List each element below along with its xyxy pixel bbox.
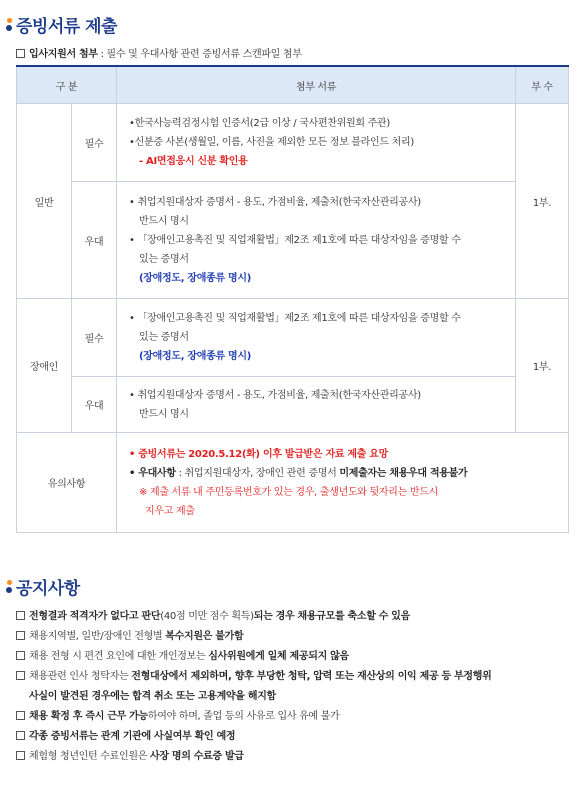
section-title-text: 공지사항 [16,579,80,599]
table-row [17,377,569,433]
notice-bold: 복수지원은 불가함 [165,631,244,642]
notes-content [117,433,569,533]
documents-table [16,65,569,533]
notice-list [16,607,581,767]
note-line: • 증빙서류는 2020.5.12(화) 이후 발급받은 자료 제출 요망 [129,448,388,460]
notice-text: (40점 미만 점수 획득) [160,611,254,622]
header-documents: 첨부 서류 [117,66,516,104]
sub-required: 필수 [72,299,117,377]
note-line [129,464,558,483]
checkbox-square-icon [16,671,25,680]
note-emphasis: 미제출자는 채용우대 적용불가 [339,467,468,479]
doc-note: (장애정도, 장애종류 명시) [139,272,252,284]
list-item [16,667,581,707]
doc-line: • 「장애인고용촉진 및 직업재활법」제2조 제1호에 따른 대상자임을 증명할 수 [129,313,461,324]
list-item [16,707,581,727]
note-line: 지우고 제출 [145,505,195,517]
note-label: • 우대사항 [129,467,176,479]
doc-line: • 취업지원대상자 증명서 - 용도, 가점비율, 제출처(한국자산관리공사) [129,196,421,208]
general-preferred-docs [117,182,516,299]
checkbox-square-icon [16,49,25,58]
title-bullet-icon [6,17,12,32]
table-row [17,299,569,377]
notice-text: 체험형 청년인턴 수료인원은 [29,751,150,762]
table-row [17,433,569,533]
table-row [17,104,569,182]
doc-line: 있는 증명서 [139,332,189,343]
intro-text: : 필수 및 우대사항 관련 증빙서류 스캔파일 첨부 [97,49,302,60]
disabled-preferred-docs [117,377,516,433]
count-general: 1부. [516,104,569,299]
header-count: 부 수 [516,66,569,104]
list-item [16,607,581,627]
notice-text: 채용관련 인사 청탁자는 [29,671,132,682]
table-row [17,182,569,299]
note-text: : 취업지원대상자, 장애인 관련 증명서 [175,467,340,479]
notice-bold: 사장 명의 수료증 발급 [149,751,244,762]
sub-preferred: 우대 [72,377,117,433]
notice-continuation: 사실이 발견된 경우에는 합격 취소 또는 고용계약을 해지함 [29,691,276,702]
doc-line: 반드시 명시 [139,408,189,420]
doc-line: • 취업지원대상자 증명서 - 용도, 가점비율, 제출처(한국자산관리공사) [129,389,421,401]
notice-bold: 되는 경우 채용규모를 축소할 수 있음 [253,611,411,622]
count-disabled: 1부. [516,299,569,433]
notice-bold: 전형대상에서 제외하며, 향후 부당한 청탁, 압력 또는 재산상의 이익 제공 등 부정행위 [131,671,492,682]
table-header-row [17,66,569,104]
notice-bold: 채용 확정 후 즉시 근무 가능 [29,711,148,722]
general-required-docs [117,104,516,182]
doc-note: (장애정도, 장애종류 명시) [139,351,252,362]
notice-bold: 전형결과 적격자가 없다고 판단 [29,611,161,622]
title-bullet-icon [6,579,12,594]
doc-line: •한국사능력검정시험 인증서(2급 이상 / 국사편찬위원회 주관) [129,118,390,129]
doc-line: •신분증 사본(생월일, 이름, 사진을 제외한 모든 정보 블라인드 처리) [129,137,414,148]
section-title-text: 증빙서류 제출 [16,17,117,37]
notice-text: 채용지역별, 일반/장애인 전형별 [29,631,166,642]
sub-required: 필수 [72,104,117,182]
list-item [16,627,581,647]
section-title-notices [6,574,80,599]
sub-preferred: 우대 [72,182,117,299]
attachment-intro [16,45,302,60]
checkbox-square-icon [16,711,25,720]
doc-line: • 「장애인고용촉진 및 직업재활법」제2조 제1호에 따른 대상자임을 증명할 수 [129,234,461,246]
doc-line: 있는 증명서 [139,253,189,265]
checkbox-square-icon [16,731,25,740]
notice-bold: 각종 증빙서류는 관계 기관에 사실여부 확인 예정 [29,731,236,742]
notice-text: 하여야 하며, 졸업 등의 사유로 입사 유예 불가 [147,711,340,722]
checkbox-square-icon [16,651,25,660]
list-item [16,647,581,667]
category-disabled: 장애인 [17,299,72,433]
list-item [16,747,581,767]
note-line: ※ 제출 서류 내 주민등록번호가 있는 경우, 출생년도와 뒷자리는 반드시 [139,486,438,498]
section-title-documents [6,12,117,37]
category-notes: 유의사항 [17,433,117,533]
checkbox-square-icon [16,751,25,760]
header-category: 구 분 [17,66,117,104]
checkbox-square-icon [16,611,25,620]
disabled-required-docs [117,299,516,377]
doc-line: 반드시 명시 [139,215,189,227]
category-general: 일반 [17,104,72,299]
list-item [16,727,581,747]
notice-text: 채용 전형 시 편견 요인에 대한 개인정보는 [29,651,209,662]
doc-note: - AI면접응시 신분 확인용 [139,156,248,167]
intro-label: 입사지원서 첨부 [29,49,98,60]
checkbox-square-icon [16,631,25,640]
notice-bold: 심사위원에게 일체 제공되지 않음 [208,651,349,662]
